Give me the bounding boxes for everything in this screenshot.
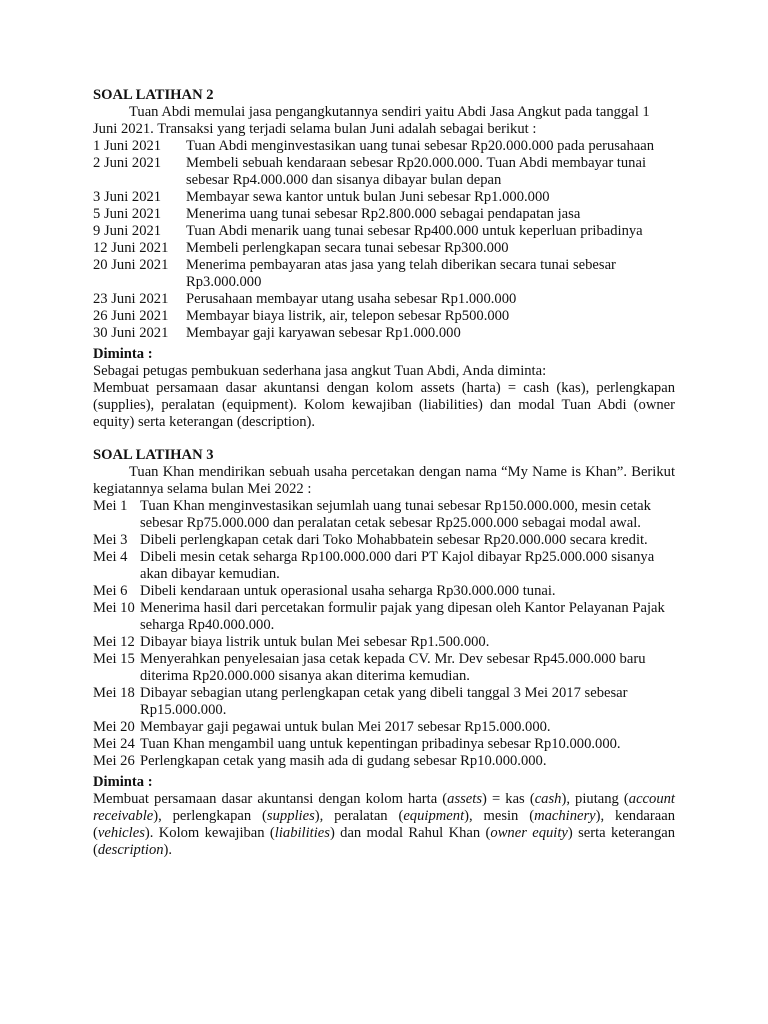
soal3-transaction-description: Menerima hasil dari percetakan formulir pajak yang dipesan oleh Kantor Pelayanan Pajak seharga Rp40.000.000. <box>140 600 665 633</box>
soal-3-diminta-label: Diminta : <box>93 774 153 790</box>
soal2-transaction-description: Membayar sewa kantor untuk bulan Juni sebesar Rp1.000.000 <box>186 189 550 205</box>
soal3-transaction-date: Mei 20 <box>93 719 135 735</box>
soal2-transaction-description: Tuan Abdi menarik uang tunai sebesar Rp400.000 untuk keperluan pribadinya <box>186 223 643 239</box>
soal2-transaction-row <box>93 206 675 223</box>
text-run: ), piutang ( <box>561 791 629 807</box>
soal3-transaction-description: Dibeli perlengkapan cetak dari Toko Mohabbatein sebesar Rp20.000.000 secara kredit. <box>140 532 648 548</box>
soal3-transaction-description: Menyerahkan penyelesaian jasa cetak kepada CV. Mr. Dev sebesar Rp45.000.000 baru diterima Rp20.000.000 sisanya akan diterima kemudian. <box>140 651 646 684</box>
soal3-transaction-row <box>93 753 675 770</box>
soal2-transaction-row <box>93 257 675 291</box>
soal2-transaction-date: 26 Juni 2021 <box>93 308 169 324</box>
soal-latihan-3-section <box>93 447 675 859</box>
soal-2-intro: Tuan Abdi memulai jasa pengangkutannya sendiri yaitu Abdi Jasa Angkut pada tanggal 1 Juni 2021. Transaksi yang terjadi selama bulan Juni adalah sebagai berikut : <box>93 104 650 137</box>
soal-2-diminta-line-1: Sebagai petugas pembukuan sederhana jasa angkut Tuan Abdi, Anda diminta: <box>93 363 547 379</box>
soal-3-transaction-list <box>93 498 675 770</box>
text-run: ). <box>163 842 173 858</box>
soal3-transaction-description: Perlengkapan cetak yang masih ada di gudang sebesar Rp10.000.000. <box>140 753 547 769</box>
soal-2-diminta-label: Diminta : <box>93 346 153 362</box>
italic-term: owner equity <box>490 825 568 841</box>
soal-latihan-2-section <box>93 87 675 431</box>
text-run: ), perlengkapan ( <box>153 808 267 824</box>
soal-3-diminta-text <box>93 791 675 859</box>
soal2-transaction-row <box>93 138 675 155</box>
italic-term: liabilities <box>274 825 330 841</box>
soal2-transaction-description: Tuan Abdi menginvestasikan uang tunai sebesar Rp20.000.000 pada perusahaan <box>186 138 654 154</box>
soal3-transaction-date: Mei 26 <box>93 753 135 769</box>
soal2-transaction-description: Membayar biaya listrik, air, telepon sebesar Rp500.000 <box>186 308 510 324</box>
text-run: ) dan modal Rahul Khan ( <box>329 825 491 841</box>
text-run: ), kendaraan ( <box>93 808 675 841</box>
soal3-transaction-description: Dibeli kendaraan untuk operasional usaha seharga Rp30.000.000 tunai. <box>140 583 556 599</box>
soal2-transaction-date: 20 Juni 2021 <box>93 257 169 273</box>
soal2-transaction-date: 12 Juni 2021 <box>93 240 169 256</box>
soal2-transaction-row <box>93 308 675 325</box>
text-run: Membuat persamaan dasar akuntansi dengan kolom harta ( <box>93 791 448 807</box>
soal3-transaction-date: Mei 3 <box>93 532 128 548</box>
italic-term: assets <box>447 791 483 807</box>
soal2-transaction-date: 5 Juni 2021 <box>93 206 162 222</box>
soal3-transaction-description: Dibayar sebagian utang perlengkapan cetak yang dibeli tanggal 3 Mei 2017 sebesar Rp15.000.000. <box>140 685 628 718</box>
soal2-transaction-date: 1 Juni 2021 <box>93 138 162 154</box>
soal2-transaction-description: Membeli perlengkapan secara tunai sebesar Rp300.000 <box>186 240 509 256</box>
soal3-transaction-date: Mei 18 <box>93 685 135 701</box>
italic-term: vehicles <box>97 825 145 841</box>
soal2-transaction-date: 30 Juni 2021 <box>93 325 169 341</box>
italic-term: description <box>97 842 164 858</box>
text-run: ) serta keterangan ( <box>93 825 676 858</box>
soal3-transaction-row <box>93 549 675 583</box>
text-run: ), mesin ( <box>464 808 535 824</box>
soal2-transaction-date: 23 Juni 2021 <box>93 291 169 307</box>
soal2-transaction-description: Menerima uang tunai sebesar Rp2.800.000 sebagai pendapatan jasa <box>186 206 581 222</box>
section-spacer <box>93 431 675 447</box>
soal3-transaction-description: Membayar gaji pegawai untuk bulan Mei 2017 sebesar Rp15.000.000. <box>140 719 551 735</box>
soal3-transaction-date: Mei 4 <box>93 549 128 565</box>
soal3-transaction-date: Mei 1 <box>93 498 128 514</box>
soal2-transaction-description: Membayar gaji karyawan sebesar Rp1.000.000 <box>186 325 461 341</box>
soal3-transaction-row <box>93 736 675 753</box>
soal2-transaction-date: 3 Juni 2021 <box>93 189 162 205</box>
italic-term: cash <box>534 791 562 807</box>
text-run: ). Kolom kewajiban ( <box>144 825 275 841</box>
soal2-transaction-row <box>93 325 675 342</box>
italic-term: supplies <box>266 808 315 824</box>
italic-term: machinery <box>534 808 596 824</box>
soal3-transaction-description: Tuan Khan menginvestasikan sejumlah uang tunai sebesar Rp150.000.000, mesin cetak sebesar Rp75.000.000 dan peralatan cetak sebesar Rp25.000.000 sebagai modal awal. <box>140 498 651 531</box>
soal3-transaction-row <box>93 651 675 685</box>
soal2-transaction-description: Membeli sebuah kendaraan sebesar Rp20.000.000. Tuan Abdi membayar tunai sebesar Rp4.000.000 dan sisanya dibayar bulan depan <box>186 155 647 188</box>
soal2-transaction-row <box>93 240 675 257</box>
soal3-transaction-description: Dibeli mesin cetak seharga Rp100.000.000 dari PT Kajol dibayar Rp25.000.000 sisanya akan dibayar kemudian. <box>140 549 655 582</box>
soal3-transaction-date: Mei 24 <box>93 736 135 752</box>
soal2-transaction-row <box>93 155 675 189</box>
soal2-transaction-date: 2 Juni 2021 <box>93 155 162 171</box>
text-run: ) = kas ( <box>482 791 535 807</box>
soal-2-transaction-list <box>93 138 675 342</box>
soal-3-intro: Tuan Khan mendirikan sebuah usaha percetakan dengan nama “My Name is Khan”. Berikut kegiatannya selama bulan Mei 2022 : <box>93 464 675 497</box>
soal3-transaction-row <box>93 600 675 634</box>
soal2-transaction-row <box>93 291 675 308</box>
soal3-transaction-row <box>93 634 675 651</box>
soal-2-title: SOAL LATIHAN 2 <box>93 87 214 103</box>
soal3-transaction-description: Dibayar biaya listrik untuk bulan Mei sebesar Rp1.500.000. <box>140 634 490 650</box>
soal3-transaction-row <box>93 583 675 600</box>
soal3-transaction-row <box>93 685 675 719</box>
soal3-transaction-row <box>93 719 675 736</box>
soal3-transaction-description: Tuan Khan mengambil uang untuk kepentingan pribadinya sebesar Rp10.000.000. <box>140 736 621 752</box>
italic-term: account receivable <box>93 791 675 824</box>
soal3-transaction-date: Mei 15 <box>93 651 135 667</box>
document-page <box>93 87 675 859</box>
soal3-transaction-date: Mei 6 <box>93 583 128 599</box>
soal2-transaction-row <box>93 189 675 206</box>
italic-term: equipment <box>403 808 465 824</box>
soal3-transaction-row <box>93 532 675 549</box>
soal2-transaction-description: Menerima pembayaran atas jasa yang telah diberikan secara tunai sebesar Rp3.000.000 <box>186 257 616 290</box>
soal-2-diminta-line-2: Membuat persamaan dasar akuntansi dengan kolom assets (harta) = cash (kas), perlengkapan (supplies), peralatan (equipment). Kolom kewajiban (liabilities) dan modal Tuan Abdi (owner equity) serta keterangan (description). <box>93 380 675 430</box>
soal3-transaction-row <box>93 498 675 532</box>
soal2-transaction-date: 9 Juni 2021 <box>93 223 162 239</box>
soal2-transaction-description: Perusahaan membayar utang usaha sebesar Rp1.000.000 <box>186 291 517 307</box>
soal3-transaction-date: Mei 10 <box>93 600 135 616</box>
text-run: ), peralatan ( <box>314 808 404 824</box>
soal2-transaction-row <box>93 223 675 240</box>
soal-3-title: SOAL LATIHAN 3 <box>93 447 214 463</box>
soal3-transaction-date: Mei 12 <box>93 634 135 650</box>
